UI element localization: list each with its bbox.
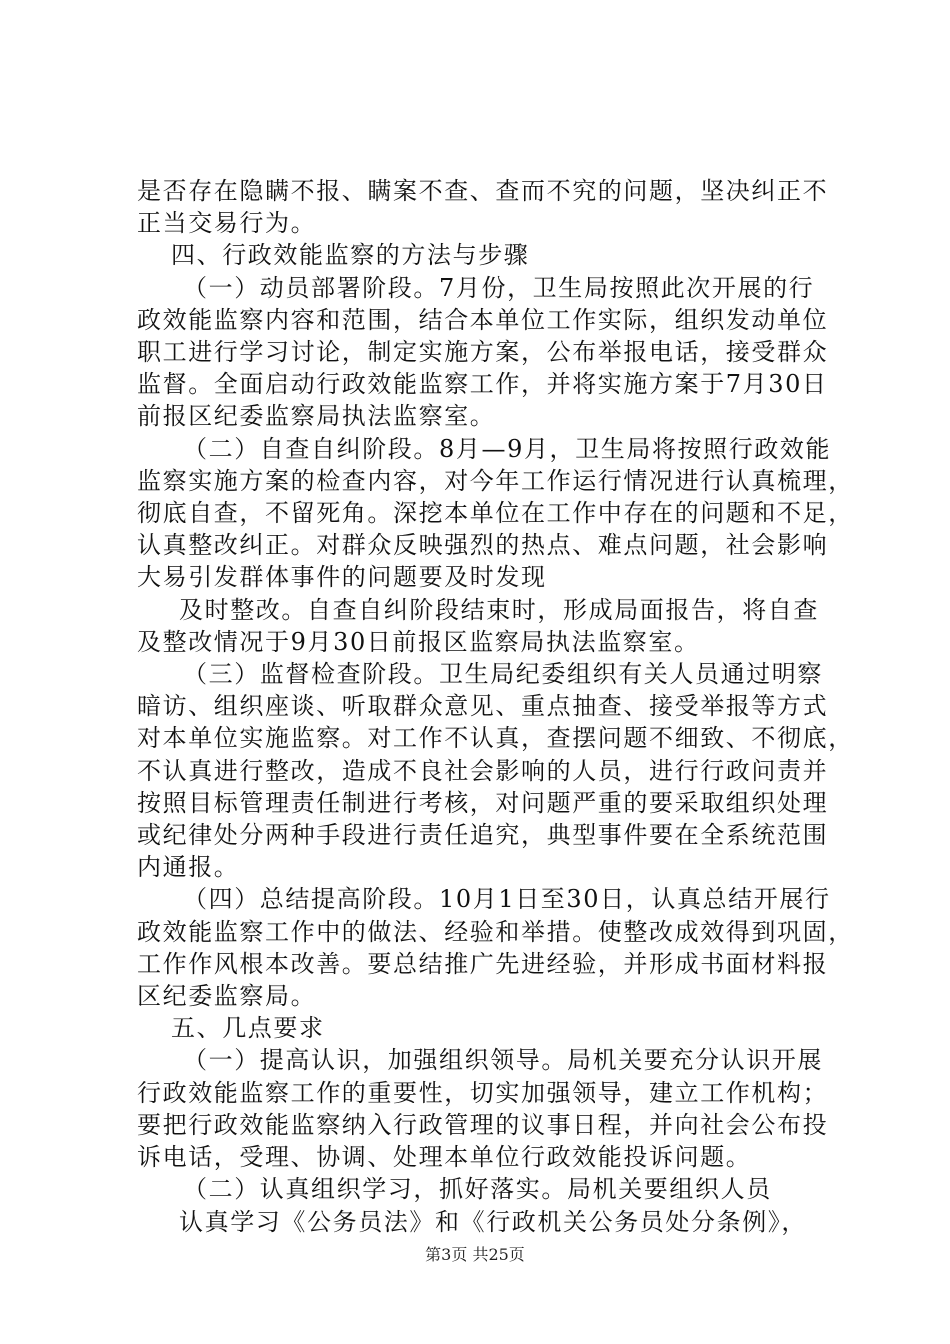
text-line: 职工进行学习讨论，制定实施方案，公布举报电话，接受群众 (137, 338, 829, 367)
text-line: 对本单位实施监察。对工作不认真，查摆问题不细致、不彻底， (137, 724, 854, 753)
text-line: 是否存在隐瞒不报、瞒案不查、查而不究的问题，坚决纠正不 (137, 177, 829, 205)
text-line: 彻底自查，不留死角。深挖本单位在工作中存在的问题和不足， (137, 499, 854, 528)
text-line: 暗访、组织座谈、听取群众意见、重点抽查、接受举报等方式 (137, 692, 829, 721)
text-line: 政效能监察内容和范围，结合本单位工作实际，组织发动单位 (137, 305, 829, 334)
body-text (137, 175, 854, 1238)
text-line: （一）提高认识，加强组织领导。局机关要充分认识开展 (183, 1046, 823, 1075)
text-line: 不认真进行整改，造成不良社会影响的人员，进行行政问责并 (137, 756, 829, 785)
text-line: 按照目标管理责任制进行考核，对问题严重的要采取组织处理 (137, 788, 829, 817)
text-line: 及时整改。自查自纠阶段结束时，形成局面报告，将自查 (179, 595, 819, 624)
text-line: 认真学习《公务员法》和《行政机关公务员处分条例》， (179, 1207, 807, 1236)
text-line: 监察实施方案的检查内容，对今年工作运行情况进行认真梳理， (137, 466, 854, 495)
text-line: 要把行政效能监察纳入行政管理的议事日程，并向社会公布投 (137, 1110, 829, 1139)
text-line: 区纪委监察局。 (137, 982, 317, 1011)
section-heading: 四、行政效能监察的方法与步骤 (171, 241, 530, 270)
text-line: （二）认真组织学习，抓好落实。局机关要组织人员 (183, 1175, 772, 1204)
text-line: 工作作风根本改善。要总结推广先进经验，并形成书面材料报 (137, 949, 829, 978)
text-line: 认真整改纠正。对群众反映强烈的热点、难点问题，社会影响 (137, 531, 829, 560)
text-line: （二）自查自纠阶段。8月—9月，卫生局将按照行政效能 (183, 434, 832, 463)
text-line: 及整改情况于9月30日前报区监察局执法监察室。 (137, 627, 700, 656)
text-line: 大易引发群体事件的问题要及时发现 (137, 563, 547, 592)
page-number-footer: 第3页 共25页 (425, 1245, 525, 1264)
text-line: （四）总结提高阶段。10月1日至30日，认真总结开展行 (183, 885, 831, 914)
text-line: 诉电话，受理、协调、处理本单位行政效能投诉问题。 (137, 1143, 752, 1172)
text-line: 监督。全面启动行政效能监察工作，并将实施方案于7月30日 (137, 370, 828, 399)
text-line: （一）动员部署阶段。7月份，卫生局按照此次开展的行 (183, 273, 815, 302)
text-line: 前报区纪委监察局执法监察室。 (137, 402, 496, 431)
section-heading: 五、几点要求 (171, 1014, 325, 1043)
text-line: 正当交易行为。 (137, 209, 317, 238)
text-line: 政效能监察工作中的做法、经验和举措。使整改成效得到巩固， (137, 917, 854, 946)
text-line: 内通报。 (137, 853, 240, 882)
text-line: 行政效能监察工作的重要性，切实加强领导，建立工作机构； (137, 1078, 829, 1107)
text-line: （三）监督检查阶段。卫生局纪委组织有关人员通过明察 (183, 660, 823, 689)
text-line: 或纪律处分两种手段进行责任追究，典型事件要在全系统范围 (137, 821, 829, 850)
